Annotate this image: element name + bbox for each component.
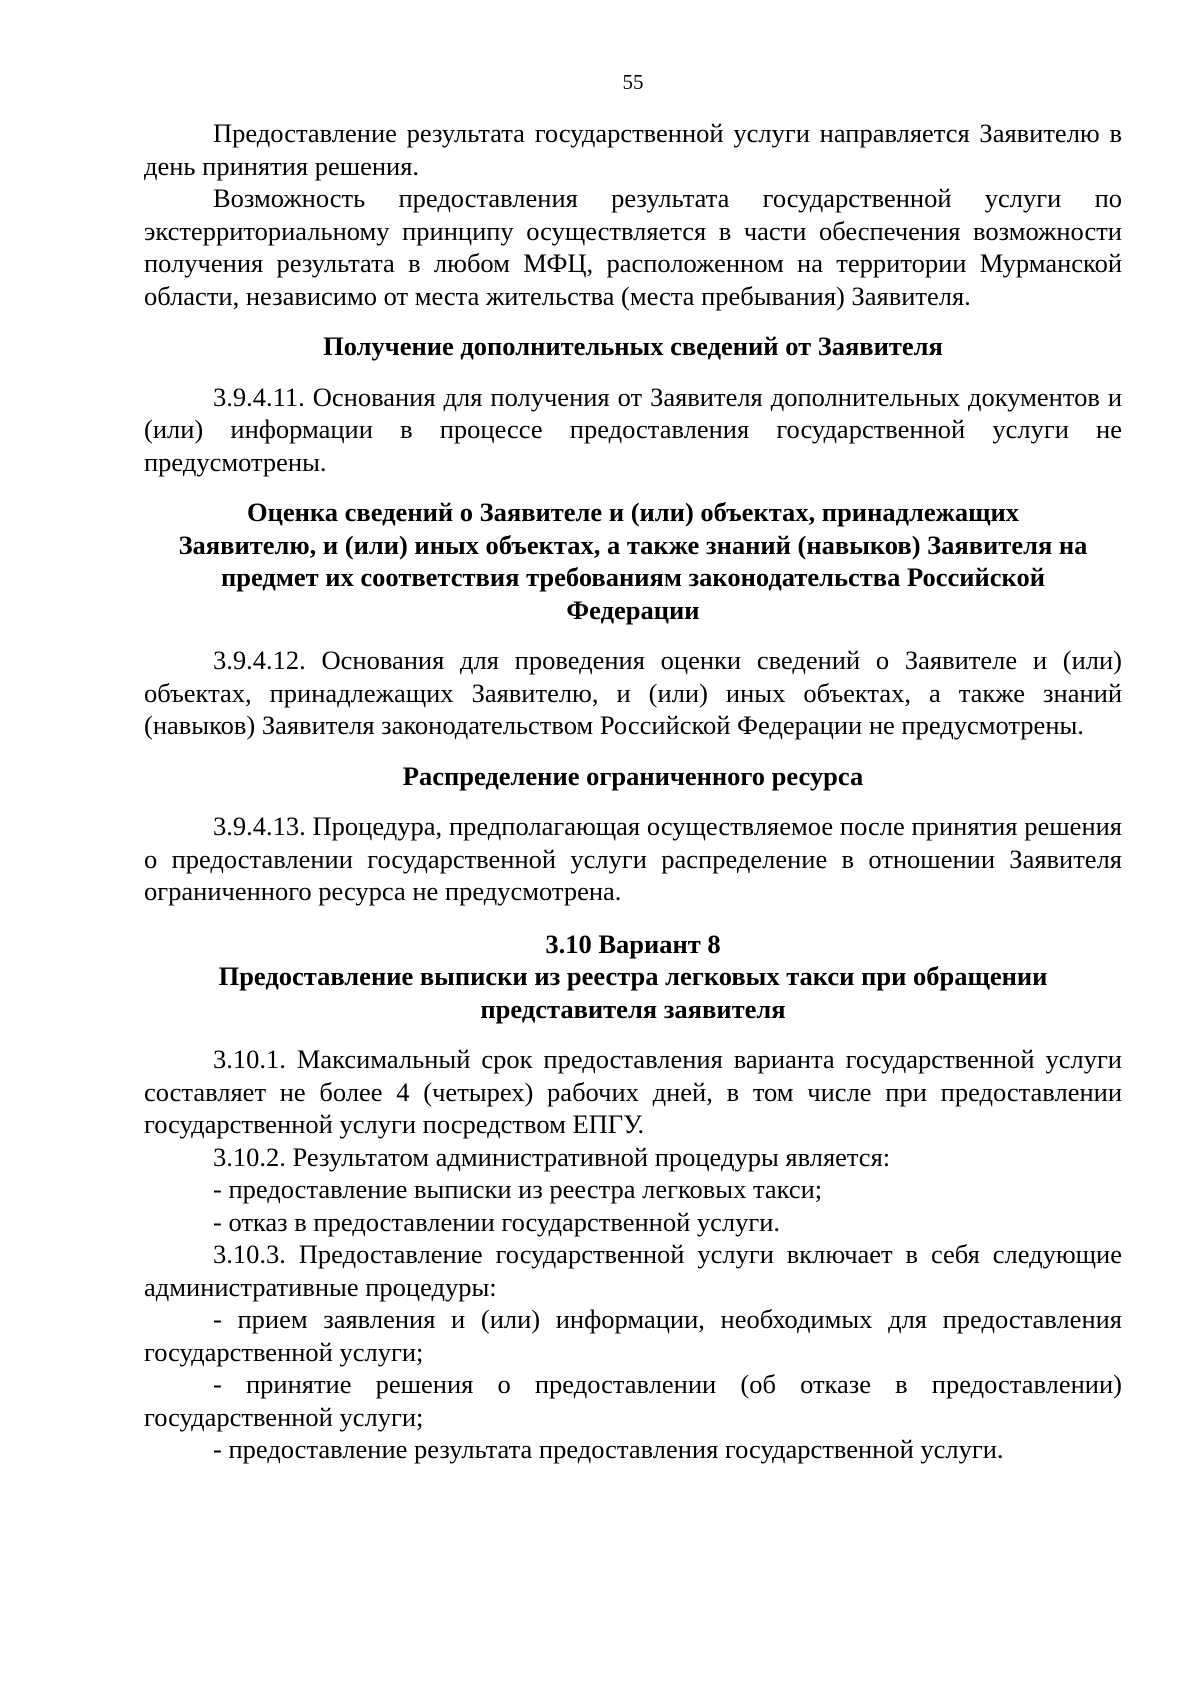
heading-assessment-line-4: Федерации	[566, 594, 700, 625]
list-item-result: - предоставление результата предоставления государственной услуги.	[213, 1434, 1004, 1464]
heading-variant-8-line-2: Предоставление выписки из реестра легковых такси при обращении	[218, 961, 1048, 991]
paragraph-3-10-2: 3.10.2. Результатом административной процедуры является:	[213, 1141, 891, 1172]
paragraph-3-10-1: 3.10.1. Максимальный срок предоставления варианта государственной услуги составляет не более 4 (четырех) рабочих дней, в том числе при предоставлении государственной услуги посредством ЕПГУ.	[144, 1044, 1122, 1139]
heading-variant-8-line-1: 3.10 Вариант 8	[545, 928, 721, 959]
list-item-decision: - принятие решения о предоставлении (об отказе в предоставлении) государственной услуги;	[144, 1369, 1122, 1432]
heading-variant-8-line-3: представителя заявителя	[480, 993, 786, 1024]
document-body	[144, 117, 1122, 1466]
list-item-refusal: - отказ в предоставлении государственной услуги.	[213, 1206, 781, 1237]
paragraph-3-9-4-13: 3.9.4.13. Процедура, предполагающая осуществляемое после принятия решения о предоставлении государственной услуги распределение в отношении Заявителя ограниченного ресурса не предусмотрена.	[144, 811, 1122, 906]
heading-variant-8	[144, 928, 1122, 1026]
list-item-extract: - предоставление выписки из реестра легковых такси;	[213, 1174, 823, 1204]
heading-additional-info: Получение дополнительных сведений от Заявителя	[323, 331, 943, 361]
paragraph-result-delivery: Предоставление результата государственной услуги направляется Заявителю в день принятия решения.	[144, 118, 1122, 181]
heading-assessment	[144, 496, 1122, 626]
paragraph-3-9-4-12: 3.9.4.12. Основания для проведения оценки сведений о Заявителе и (или) объектах, принадлежащих Заявителю, и (или) иных объектах, а также знаний (навыков) Заявителя законодательством Российской Федерации не предусмотрены.	[144, 645, 1122, 740]
heading-limited-resource: Распределение ограниченного ресурса	[402, 760, 864, 791]
paragraph-extraterritorial: Возможность предоставления результата государственной услуги по экстерриториальному принципу осуществляется в части обеспечения возможности получения результата в любом МФЦ, расположенном на территории Мурманской области, независимо от места жительства (места пребывания) Заявителя.	[144, 183, 1122, 311]
paragraph-3-9-4-11: 3.9.4.11. Основания для получения от Заявителя дополнительных документов и (или) информации в процессе предоставления государственной услуги не предусмотрены.	[144, 381, 1122, 477]
heading-assessment-line-1: Оценка сведений о Заявителе и (или) объектах, принадлежащих	[247, 497, 1019, 527]
paragraph-3-10-3: 3.10.3. Предоставление государственной услуги включает в себя следующие административные процедуры:	[144, 1239, 1122, 1302]
heading-assessment-line-2: Заявителю, и (или) иных объектах, а также знаний (навыков) Заявителя на	[178, 529, 1088, 560]
page-number: 55	[622, 70, 644, 94]
list-item-reception: - прием заявления и (или) информации, необходимых для предоставления государственной услуги;	[144, 1304, 1122, 1367]
heading-assessment-line-3: предмет их соответствия требованиям законодательства Российской	[221, 562, 1045, 592]
